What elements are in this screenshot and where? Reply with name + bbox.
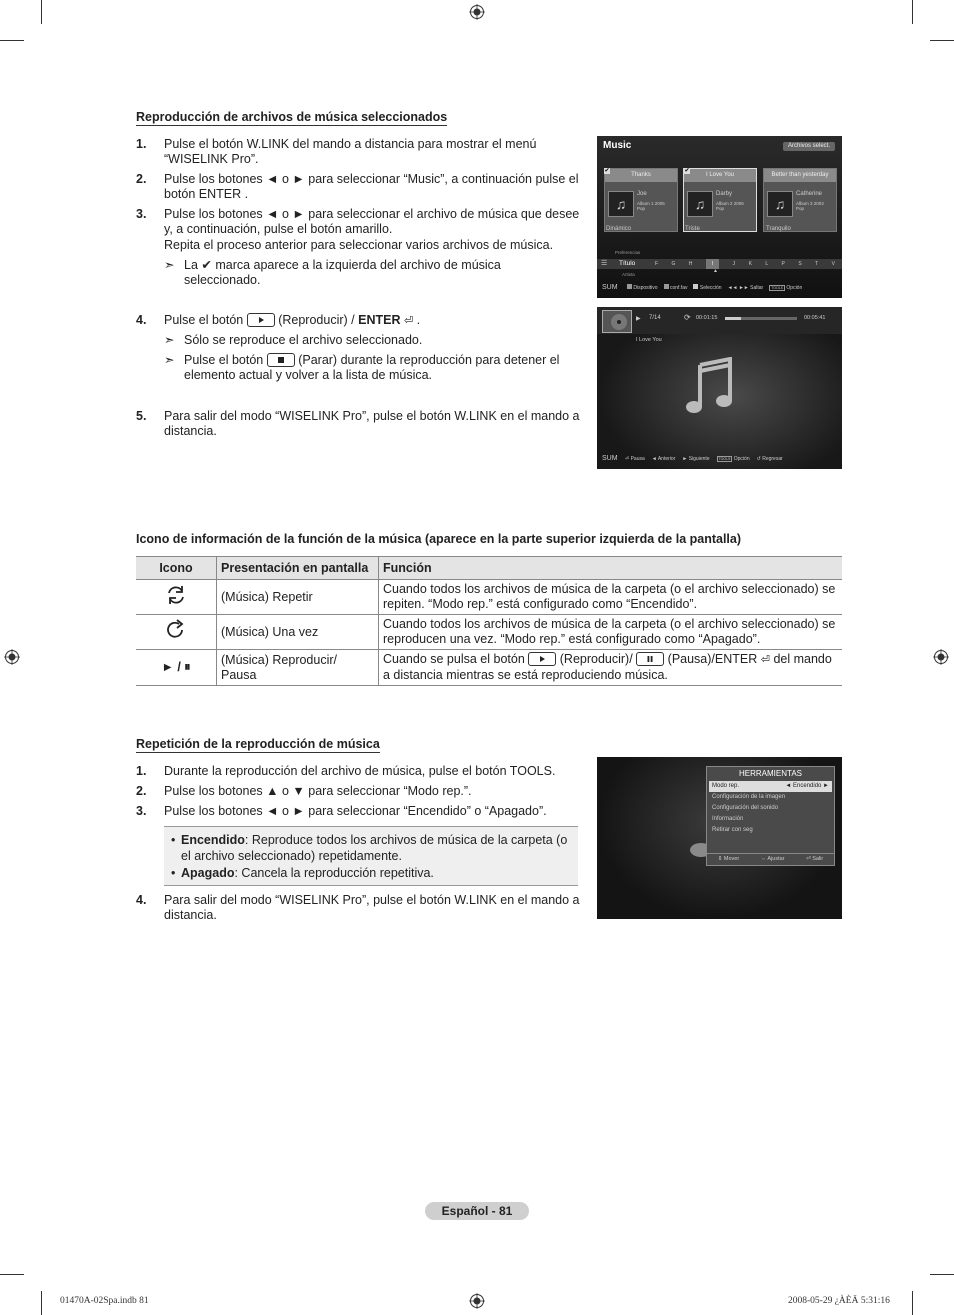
music-note-icon: ♫ [687,191,713,217]
music-item-3[interactable]: Better than yesterday ♫ Catherine Album 3 2003 Pop [763,168,837,232]
section-heading-playback: Reproducción de archivos de música seleccionados [136,110,448,124]
icon-info-table [136,556,842,686]
music-browser-screen: Music Archivos select. Thanks ♫ Joe Album 1 2005 Pop ✔ Dinámico I Love You ♫ Darby Album 2 2006 Pop ✔ Triste Better than yesterday ♫ Catherine Album 3 2003 Pop Tranquilo Preferencias ☰ Título Artista F G H I J K L P S T V ▲ SUM Dispositivo conf.fav Selección ◄◄ ►► Saltar TOOLS Opción [597,136,842,298]
sort-prev: Preferencias [615,250,641,255]
tools-menu [706,766,835,866]
tools-hint-bar [707,853,834,865]
sort-current[interactable]: Título [619,260,636,267]
table-row: (Música) Una vez Cuando todos los archivos de música de la carpeta (o el archivo seleccionado) se reproducen una vez. “Modo rep.” está configurado como “Apagado”. [136,615,842,650]
album-art-icon [602,310,632,333]
play-button-icon [528,652,556,666]
hint-seleccion: Selección [693,284,721,292]
hint-opcion: TOOLS Opción [771,285,803,291]
hint-siguiente: ► Siguiente [682,456,710,462]
arrow-note-icon: ➣ [164,333,175,347]
repeat-once-icon [164,618,188,642]
hint-mover: ⇕ Mover [717,856,740,862]
steps-repeat: 1. Durante la reproducción del archivo de música, pulse el botón TOOLS. 2. Pulse los botones ▲ o ▼ para seleccionar “Modo rep.”. 3. Pulse los botones ◄ o ► para seleccionar “Encendido” o “Apagado”. 4. Para salir del modo “WISELINK Pro”, pulse el botón W.LINK en el mando a distancia. [136,764,580,922]
table-row: (Música) Repetir Cuando todos los archivos de música de la carpeta (o el archivo seleccionado) se repiten. “Modo rep.” está configurado como “Encendido”. [136,580,842,615]
registration-mark-icon [933,649,949,665]
section-heading-icons: Icono de información de la función de la música (aparece en la parte superior izquierda de la pantalla) [136,532,742,546]
screen-title: Music [603,140,632,151]
crop-mark [0,1274,24,1275]
music-item-1[interactable]: Thanks ♫ Joe Album 1 2005 Pop [604,168,678,232]
registration-mark-icon [4,649,20,665]
crop-mark [41,1291,42,1315]
checkmark-icon: ✔ [604,168,610,174]
menu-item-info[interactable]: Información [712,816,744,822]
hint-conf-fav: conf.fav [664,284,688,292]
play-icon: ▶ [636,316,641,322]
crop-mark [912,0,913,24]
music-note-icon: ♫ [608,191,634,217]
hint-saltar: ◄◄ ►► Saltar [727,285,764,291]
steps-playback: 1. Pulse el botón W.LINK del mando a distancia para mostrar el menú “WISELINK Pro”. 2. Pulse los botones ◄ o ► para seleccionar “Music”, a continuación pulse el botón ENTER . 3. Pulse los botones ◄ o ► para seleccionar el archivo de música que desee y, a continuación, pulse el botón amarillo. Repita el proceso anterior para seleccionar varios archivos de música. ➣ La ✔ marca aparece a la izquierda del archivo de música seleccionado. 4. Pulse el botón (Reproducir) / ENTER ⏎ . ➣ Sólo se reproduce el archivo seleccionado. ➣ Pulse el botón (Parar) durante la reproducción para detener el elemento actual y volver a la lista de música. 5. Para salir del modo “WISELINK Pro”, pulse el botón W.LINK en el mando a distancia. [136,137,586,437]
elapsed-time: 00:01:15 [696,315,718,321]
progress-track[interactable] [725,317,797,320]
menu-item-safe-remove[interactable]: Retirar con seg [712,827,753,833]
hint-regresar: ↺ Regresar [756,456,783,462]
crop-mark [41,0,42,24]
now-playing-screen [597,307,842,469]
options-box: • Encendido: Reproduce todos los archivos de música de la carpeta (o el archivo seleccionado) repetidamente. • Apagado: Cancela la reproducción repetitiva. [164,826,578,886]
large-music-note-icon [685,357,735,417]
repeat-icon [164,583,188,607]
registration-mark-icon [469,1293,485,1309]
hint-bar [625,455,840,463]
crop-mark [912,1291,913,1315]
selected-files-badge: Archivos select. [783,142,835,151]
page-number: Español - 81 [425,1202,529,1220]
sum-label: SUM [602,455,618,462]
table-header: Icono Presentación en pantalla Función [136,557,842,580]
song-title: I Love You [636,337,662,343]
sum-label: SUM [602,284,618,291]
sort-next: Artista [622,272,635,277]
hint-dispositivo: Dispositivo [627,284,658,292]
menu-icon: ☰ [601,260,608,267]
track-count: 7/14 [649,315,661,321]
crop-mark [0,40,24,41]
section-heading-repeat: Repetición de la reproducción de música [136,737,380,751]
letter-index: F G H I J K L P S T V [655,261,835,267]
menu-item-repeat-mode[interactable]: Modo rep. ◄ Encendido ► [709,781,832,792]
step-3-extra: Repita el proceso anterior para seleccionar varios archivos de música. [164,238,554,252]
enter-icon: ⏎ [760,654,770,666]
hint-salir: ⏎ Salir [806,856,824,862]
footer-date: 2008-05-29 ¿ÀÈÄ 5:31:16 [788,1296,890,1306]
pause-button-icon [636,652,664,666]
play-pause-icon: ► / ⏸ [136,650,217,686]
tools-menu-title: HERRAMIENTAS [739,769,802,778]
table-row: ► / ⏸ (Música) Reproducir/ Pausa Cuando se pulsa el botón (Reproducir)/ (Pausa)/ENTER ⏎ del mando a distancia mientras se está reproduciendo música. [136,650,842,686]
arrow-note-icon: ➣ [164,353,175,367]
repeat-icon: ⟳ [684,313,691,322]
hint-bar [627,284,839,292]
music-item-2[interactable]: I Love You ♫ Darby Album 2 2006 Pop [683,168,757,232]
hint-opcion: TOOLS Opción [718,456,750,462]
registration-mark-icon [469,4,485,20]
hint-pausa: ⏎ Pausa [625,456,645,462]
menu-item-picture[interactable]: Configuración de la imagen [712,794,786,800]
play-button-icon [247,313,275,327]
up-arrow-icon: ▲ [713,268,718,274]
enter-icon: ⏎ [403,315,414,327]
tools-menu-screen [597,757,842,919]
footer-file: 01470A-02Spa.indb 81 [60,1296,149,1306]
checkmark-icon: ✔ [684,168,690,174]
crop-mark [930,40,954,41]
menu-item-sound[interactable]: Configuración del sonido [712,805,779,811]
hint-ajustar: ⇔ Ajustar [760,856,785,862]
stop-button-icon [267,353,295,367]
hint-anterior: ◄ Anterior [651,456,676,462]
arrow-note-icon: ➣ [164,258,175,272]
music-note-icon: ♫ [767,191,793,217]
crop-mark [930,1274,954,1275]
progress-fill [725,317,741,320]
total-time: 00:05:41 [804,315,826,321]
